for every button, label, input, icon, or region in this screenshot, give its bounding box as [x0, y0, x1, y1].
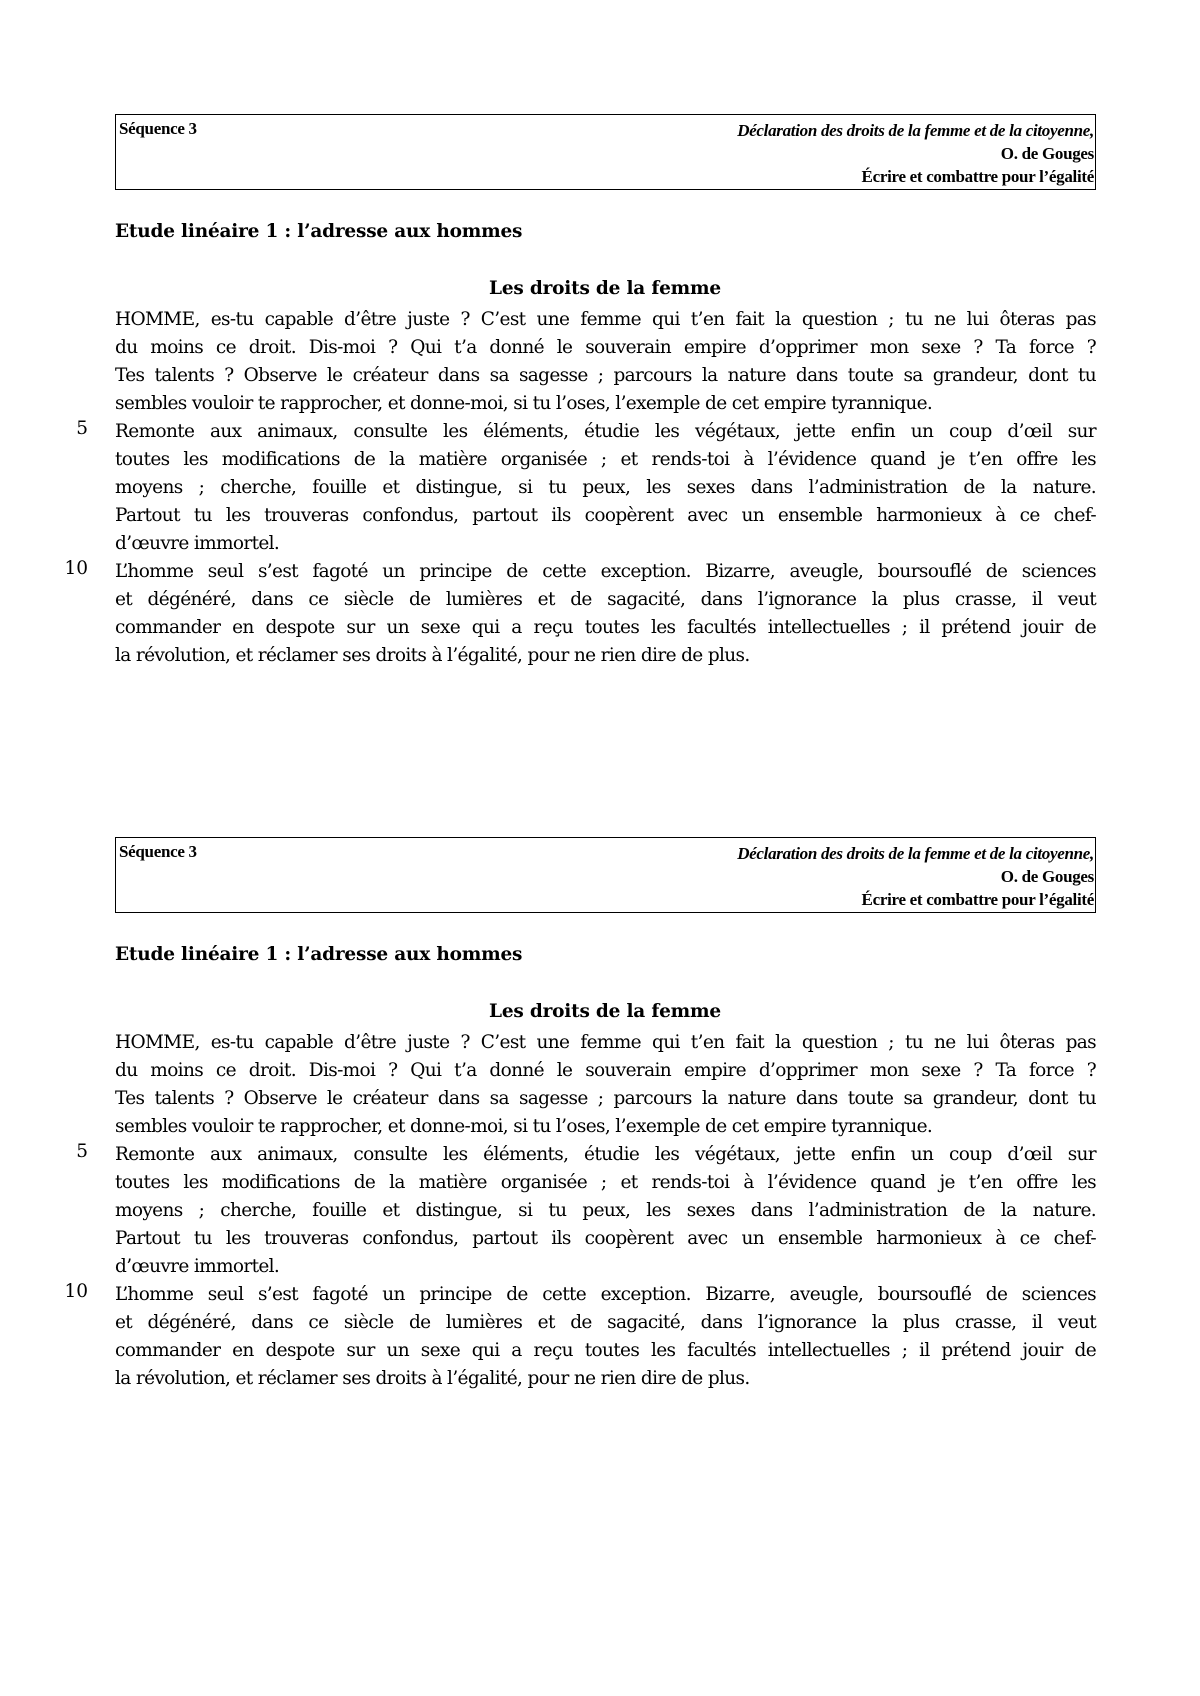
- text-line: moyens ; cherche, fouille et distingue, si tu peux, les sexes dans l’administration de la nature.: [115, 1200, 1096, 1221]
- line-number-5: 5: [76, 418, 88, 439]
- study-title: Etude linéaire 1 : l’adresse aux hommes: [115, 221, 523, 242]
- text-line: sembles vouloir te rapprocher, et donne-moi, si tu l’oses, l’exemple de cet empire tyrannique.: [115, 393, 933, 414]
- passage-text: [115, 306, 1096, 670]
- text-line: toutes les modifications de la matière organisée ; et rends-toi à l’évidence quand je t’en offre les: [115, 449, 1096, 470]
- text-line: commander en despote sur un sexe qui a reçu toutes les facultés intellectuelles ; il prétend jouir de: [115, 617, 1096, 638]
- passage-title: Les droits de la femme: [489, 1001, 721, 1022]
- text-line: HOMME, es-tu capable d’être juste ? C’est une femme qui t’en fait la question ; tu ne lui ôteras pas: [115, 1032, 1096, 1053]
- header-box: [115, 837, 1096, 913]
- text-line: et dégénéré, dans ce siècle de lumières et de sagacité, dans l’ignorance la plus crasse, il veut: [115, 1312, 1096, 1333]
- study-title: Etude linéaire 1 : l’adresse aux hommes: [115, 944, 523, 965]
- theme: Écrire et combattre pour l’égalité: [861, 890, 1094, 909]
- text-line: Partout tu les trouveras confondus, partout ils coopèrent avec un ensemble harmonieux à ce chef-: [115, 505, 1096, 526]
- author: O. de Gouges: [1000, 867, 1094, 886]
- text-line: Remonte aux animaux, consulte les éléments, étudie les végétaux, jette enfin un coup d’œil sur: [115, 1144, 1096, 1165]
- text-line: d’œuvre immortel.: [115, 1256, 280, 1277]
- line-number-10: 10: [64, 558, 88, 579]
- passage-title: Les droits de la femme: [489, 278, 721, 299]
- text-line: du moins ce droit. Dis-moi ? Qui t’a donné le souverain empire d’opprimer mon sexe ? Ta force ?: [115, 337, 1096, 358]
- text-line: sembles vouloir te rapprocher, et donne-moi, si tu l’oses, l’exemple de cet empire tyrannique.: [115, 1116, 933, 1137]
- work-title: Déclaration des droits de la femme et de la citoyenne,: [737, 121, 1094, 140]
- line-number-10: 10: [64, 1281, 88, 1302]
- text-line: Remonte aux animaux, consulte les éléments, étudie les végétaux, jette enfin un coup d’œil sur: [115, 421, 1096, 442]
- text-line: commander en despote sur un sexe qui a reçu toutes les facultés intellectuelles ; il prétend jouir de: [115, 1340, 1096, 1361]
- sequence-label: Séquence 3: [119, 842, 197, 861]
- text-line: et dégénéré, dans ce siècle de lumières et de sagacité, dans l’ignorance la plus crasse, il veut: [115, 589, 1096, 610]
- text-line: L’homme seul s’est fagoté un principe de cette exception. Bizarre, aveugle, boursouflé de sciences: [115, 561, 1096, 582]
- text-line: Tes talents ? Observe le créateur dans sa sagesse ; parcours la nature dans toute sa grandeur, dont tu: [115, 1088, 1096, 1109]
- text-line: toutes les modifications de la matière organisée ; et rends-toi à l’évidence quand je t’en offre les: [115, 1172, 1096, 1193]
- text-line: du moins ce droit. Dis-moi ? Qui t’a donné le souverain empire d’opprimer mon sexe ? Ta force ?: [115, 1060, 1096, 1081]
- header-right: [737, 842, 1094, 911]
- theme: Écrire et combattre pour l’égalité: [861, 167, 1094, 186]
- header-box: [115, 114, 1096, 190]
- text-line: la révolution, et réclamer ses droits à l’égalité, pour ne rien dire de plus.: [115, 645, 750, 666]
- work-title: Déclaration des droits de la femme et de la citoyenne,: [737, 844, 1094, 863]
- text-line: Tes talents ? Observe le créateur dans sa sagesse ; parcours la nature dans toute sa grandeur, dont tu: [115, 365, 1096, 386]
- text-line: Partout tu les trouveras confondus, partout ils coopèrent avec un ensemble harmonieux à ce chef-: [115, 1228, 1096, 1249]
- text-line: la révolution, et réclamer ses droits à l’égalité, pour ne rien dire de plus.: [115, 1368, 750, 1389]
- text-line: L’homme seul s’est fagoté un principe de cette exception. Bizarre, aveugle, boursouflé de sciences: [115, 1284, 1096, 1305]
- author: O. de Gouges: [1000, 144, 1094, 163]
- text-line: moyens ; cherche, fouille et distingue, si tu peux, les sexes dans l’administration de la nature.: [115, 477, 1096, 498]
- header-right: [737, 119, 1094, 188]
- line-number-5: 5: [76, 1141, 88, 1162]
- text-line: HOMME, es-tu capable d’être juste ? C’est une femme qui t’en fait la question ; tu ne lui ôteras pas: [115, 309, 1096, 330]
- sequence-label: Séquence 3: [119, 119, 197, 138]
- passage-text: [115, 1029, 1096, 1393]
- text-line: d’œuvre immortel.: [115, 533, 280, 554]
